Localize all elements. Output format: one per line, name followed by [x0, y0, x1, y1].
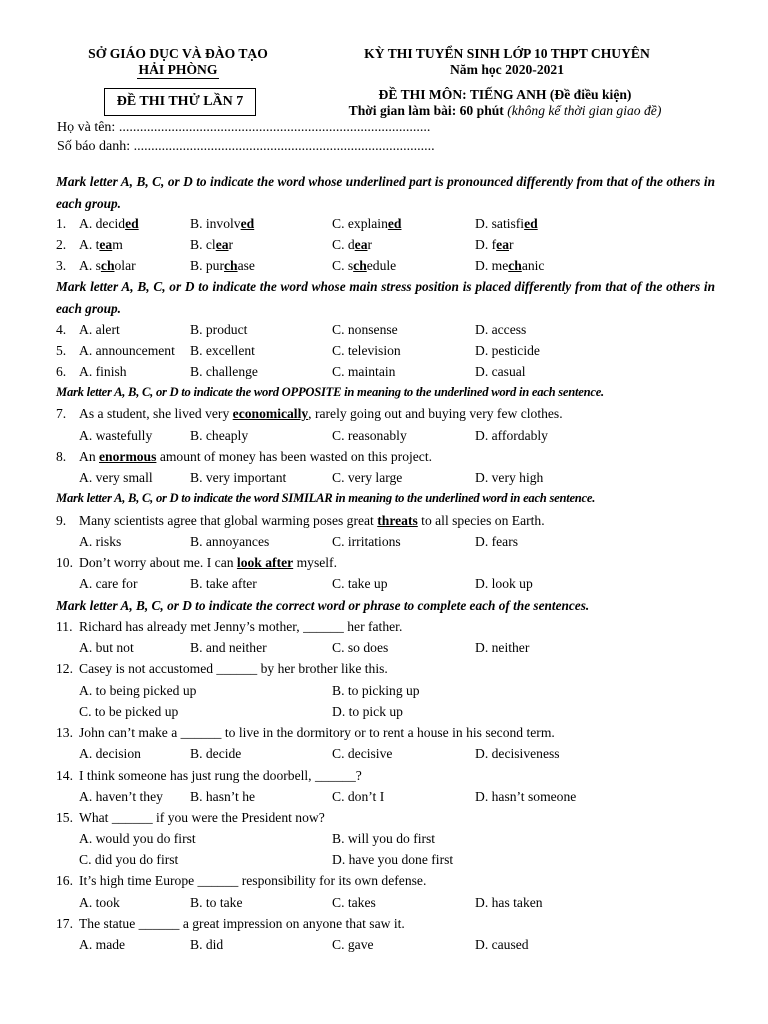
exam-time: Thời gian làm bài: 60 phút — [348, 103, 504, 118]
option-b: B. will you do first — [332, 831, 436, 846]
option-c: C. reasonably — [332, 428, 407, 443]
question-15 — [56, 807, 736, 828]
option-d: D. satisfied — [475, 216, 538, 231]
option-c: C. so does — [332, 640, 389, 655]
option-b: B. to picking up — [332, 683, 420, 698]
question-14 — [56, 765, 736, 786]
option-a: A. decision — [79, 746, 141, 761]
department-city: HẢI PHÒNG — [138, 62, 218, 77]
option-a: A. risks — [79, 534, 122, 549]
question-text: The statue ______ a great impression on anyone that saw it. — [79, 916, 405, 931]
question-number: 10. — [56, 555, 73, 570]
option-d: D. very high — [475, 470, 544, 485]
option-c: C. nonsense — [332, 322, 398, 337]
option-b: B. hasn’t he — [190, 789, 256, 804]
instruction-similar: Mark letter A, B, C, or D to indicate the word SIMILAR in meaning to the underlined word in each sentence. — [56, 491, 596, 505]
question-13-options — [56, 743, 736, 764]
question-7-options — [56, 425, 736, 446]
exam-time-note: (không kể thời gian giao đề) — [507, 103, 662, 118]
option-b: B. challenge — [190, 364, 258, 379]
question-text: Richard has already met Jenny’s mother, ______ her father. — [79, 619, 403, 634]
question-text: Don’t worry about me. I can look after myself. — [79, 555, 337, 570]
question-number: 12. — [56, 661, 73, 676]
option-d: D. mechanic — [475, 258, 545, 273]
question-number: 11. — [56, 619, 73, 634]
question-number: 8. — [56, 449, 67, 464]
exam-subject-block — [340, 87, 670, 119]
option-c: C. maintain — [332, 364, 396, 379]
option-b: B. decide — [190, 746, 242, 761]
question-10 — [56, 552, 736, 573]
option-a: A. decided — [79, 216, 139, 231]
question-number: 6. — [56, 364, 67, 379]
option-d: D. look up — [475, 576, 533, 591]
option-a: A. wastefully — [79, 428, 153, 443]
option-a: A. care for — [79, 576, 138, 591]
underlined-word: threats — [377, 513, 418, 528]
question-text: I think someone has just rung the doorbell, ______? — [79, 768, 362, 783]
option-c: C. dear — [332, 237, 373, 252]
question-13 — [56, 722, 736, 743]
question-text: Many scientists agree that global warming poses great threats to all species on Earth. — [79, 513, 545, 528]
option-c: C. gave — [332, 937, 374, 952]
option-a: A. took — [79, 895, 120, 910]
option-c: C. decisive — [332, 746, 393, 761]
option-b: B. clear — [190, 237, 234, 252]
exam-title: KỲ THI TUYỂN SINH LỚP 10 THPT CHUYÊN — [364, 46, 650, 61]
question-number: 7. — [56, 406, 67, 421]
question-9 — [56, 510, 736, 531]
option-b: B. did — [190, 937, 224, 952]
option-a: A. but not — [79, 640, 134, 655]
exam-header — [352, 46, 662, 78]
question-9-options — [56, 531, 736, 552]
department-header — [78, 46, 278, 79]
question-number: 3. — [56, 258, 67, 273]
option-c: C. don’t I — [332, 789, 385, 804]
question-11-options — [56, 637, 736, 658]
trial-label-box: ĐỀ THI THỬ LẦN 7 — [104, 88, 256, 116]
option-a: A. scholar — [79, 258, 136, 273]
underlined-word: economically — [232, 406, 309, 421]
option-d: D. fear — [475, 237, 514, 252]
option-c: C. takes — [332, 895, 376, 910]
question-text: What ______ if you were the President now? — [79, 810, 325, 825]
question-12-options-row2 — [56, 701, 736, 722]
question-number: 2. — [56, 237, 67, 252]
question-number: 15. — [56, 810, 73, 825]
question-17 — [56, 913, 736, 934]
school-year: Năm học 2020-2021 — [449, 62, 565, 77]
question-16 — [56, 870, 736, 891]
candidate-id-line: Số báo danh: ...................................................................................... — [57, 139, 435, 154]
option-a: A. alert — [79, 322, 120, 337]
question-7 — [56, 403, 736, 424]
question-number: 5. — [56, 343, 67, 358]
option-c: C. schedule — [332, 258, 397, 273]
option-c: C. explained — [332, 216, 402, 231]
option-d: D. have you done first — [332, 852, 454, 867]
option-c: C. to be picked up — [79, 704, 179, 719]
exam-subject: ĐỀ THI MÔN: TIẾNG ANH (Đề điều kiện) — [378, 87, 632, 102]
question-15-options-row2 — [56, 849, 736, 870]
question-10-options — [56, 573, 736, 594]
option-c: C. television — [332, 343, 401, 358]
question-6 — [56, 361, 736, 382]
option-d: D. neither — [475, 640, 530, 655]
option-d: D. casual — [475, 364, 526, 379]
option-d: D. affordably — [475, 428, 548, 443]
question-text: John can’t make a ______ to live in the dormitory or to rent a house in his second term. — [79, 725, 555, 740]
question-2 — [56, 234, 736, 255]
question-15-options-row1 — [56, 828, 736, 849]
question-number: 4. — [56, 322, 67, 337]
question-1 — [56, 213, 736, 234]
question-number: 14. — [56, 768, 73, 783]
option-a: A. finish — [79, 364, 127, 379]
underlined-word: look after — [236, 555, 294, 570]
question-number: 13. — [56, 725, 73, 740]
option-c: C. take up — [332, 576, 388, 591]
question-16-options — [56, 892, 736, 913]
option-b: B. purchase — [190, 258, 255, 273]
option-d: D. to pick up — [332, 704, 403, 719]
option-d: D. access — [475, 322, 527, 337]
option-d: D. pesticide — [475, 343, 540, 358]
option-b: B. very important — [190, 470, 287, 485]
option-b: B. annoyances — [190, 534, 270, 549]
question-8-options — [56, 467, 736, 488]
instruction-opposite: Mark letter A, B, C, or D to indicate the word OPPOSITE in meaning to the underlined word in each sentence. — [56, 385, 604, 399]
question-number: 16. — [56, 873, 73, 888]
option-b: B. product — [190, 322, 248, 337]
question-text: Casey is not accustomed ______ by her brother like this. — [79, 661, 388, 676]
underlined-word: enormous — [99, 449, 157, 464]
option-c: C. did you do first — [79, 852, 179, 867]
option-d: D. hasn’t someone — [475, 789, 577, 804]
option-a: A. announcement — [79, 343, 175, 358]
option-a: A. made — [79, 937, 126, 952]
option-b: B. involved — [190, 216, 255, 231]
option-b: B. take after — [190, 576, 257, 591]
question-11 — [56, 616, 736, 637]
question-text: It’s high time Europe ______ responsibility for its own defense. — [79, 873, 427, 888]
instruction-complete: Mark letter A, B, C, or D to indicate the correct word or phrase to complete each of the sentences. — [56, 598, 590, 613]
department-name: SỞ GIÁO DỤC VÀ ĐÀO TẠO — [88, 46, 268, 61]
option-d: D. decisiveness — [475, 746, 560, 761]
question-12-options-row1 — [56, 680, 736, 701]
candidate-name-line: Họ và tên: ......................................................................................... — [57, 120, 431, 135]
question-number: 9. — [56, 513, 67, 528]
option-d: D. has taken — [475, 895, 543, 910]
option-b: B. and neither — [190, 640, 267, 655]
option-d: D. caused — [475, 937, 529, 952]
question-8 — [56, 446, 736, 467]
question-text: As a student, she lived very economically, rarely going out and buying very few clothes. — [79, 406, 563, 421]
option-a: A. haven’t they — [79, 789, 163, 804]
instruction-pronunciation: Mark letter A, B, C, or D to indicate the word whose underlined part is pronounced differently from that of the others in each group. — [56, 174, 715, 211]
option-b: B. cheaply — [190, 428, 249, 443]
option-b: B. excellent — [190, 343, 255, 358]
option-a: A. would you do first — [79, 831, 196, 846]
instruction-stress: Mark letter A, B, C, or D to indicate the word whose main stress position is placed differently from that of the others in each group. — [56, 279, 715, 316]
option-d: D. fears — [475, 534, 519, 549]
question-4 — [56, 319, 736, 340]
question-number: 1. — [56, 216, 67, 231]
question-12 — [56, 658, 736, 679]
question-number: 17. — [56, 916, 73, 931]
question-17-options — [56, 934, 736, 955]
option-b: B. to take — [190, 895, 243, 910]
option-a: A. to being picked up — [79, 683, 197, 698]
option-c: C. irritations — [332, 534, 401, 549]
option-c: C. very large — [332, 470, 403, 485]
question-3 — [56, 255, 736, 276]
option-a: A. team — [79, 237, 123, 252]
question-5 — [56, 340, 736, 361]
question-text: An enormous amount of money has been wasted on this project. — [79, 449, 433, 464]
question-14-options — [56, 786, 736, 807]
option-a: A. very small — [79, 470, 153, 485]
